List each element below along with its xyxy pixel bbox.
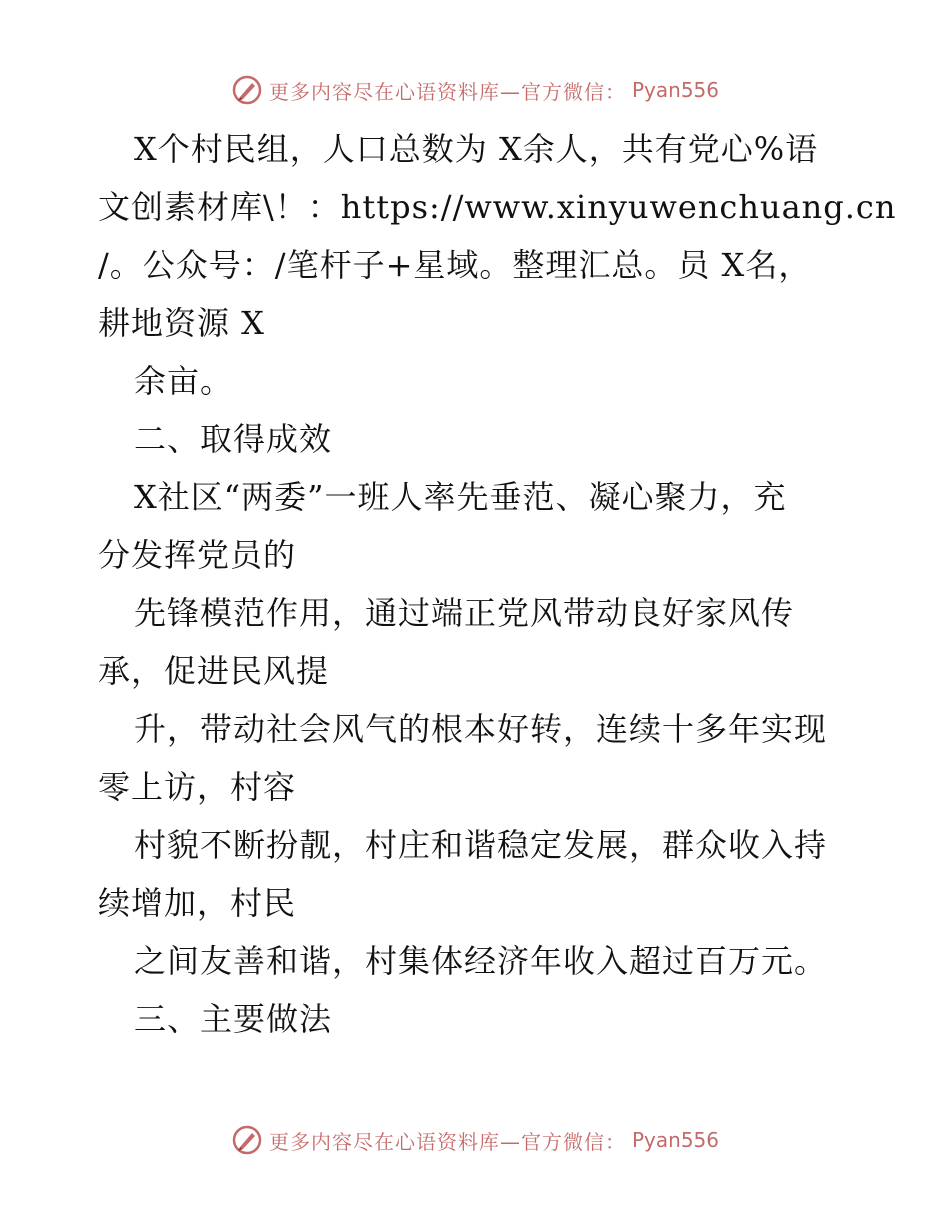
text-line: /。公众号：/笔杆子+星域。整理汇总。员 X名， (98, 246, 812, 284)
section-heading: 三、主要做法 (134, 1000, 333, 1038)
text-line: 耕地资源 X (98, 304, 265, 342)
header-watermark (0, 70, 950, 110)
footer-watermark-id: Pyan556 (631, 1128, 719, 1152)
text-line: X社区“两委”一班人率先垂范、凝心聚力，充 (134, 478, 787, 516)
text-line: 村貌不断扮靓，村庄和谐稳定发展，群众收入持 (134, 826, 828, 864)
header-watermark-id: Pyan556 (631, 78, 719, 102)
footer-watermark (0, 1120, 950, 1160)
text-line: X个村民组，人口总数为 X余人，共有党心%语 (134, 130, 819, 168)
text-line: 续增加，村民 (98, 884, 297, 922)
text-line: 余亩。 (134, 362, 234, 400)
text-line: 之间友善和谐，村集体经济年收入超过百万元。 (134, 942, 828, 980)
text-line: 升，带动社会风气的根本好转，连续十多年实现 (134, 710, 828, 748)
body-text (98, 120, 897, 1048)
footer-watermark-text: 更多内容尽在心语资料库—官方微信： (268, 1129, 626, 1154)
section-heading: 二、取得成效 (134, 420, 333, 458)
text-line: 承，促进民风提 (98, 652, 330, 690)
pen-logo-icon (231, 1124, 263, 1156)
text-line: 文创素材库\！：https://www.xinyuwenchuang.cn (98, 188, 897, 226)
header-watermark-text: 更多内容尽在心语资料库—官方微信： (268, 79, 626, 104)
text-line: 零上访，村容 (98, 768, 297, 806)
pen-logo-icon (231, 74, 263, 106)
text-line: 分发挥党员的 (98, 536, 297, 574)
text-line: 先锋模范作用，通过端正党风带动良好家风传 (134, 594, 795, 632)
